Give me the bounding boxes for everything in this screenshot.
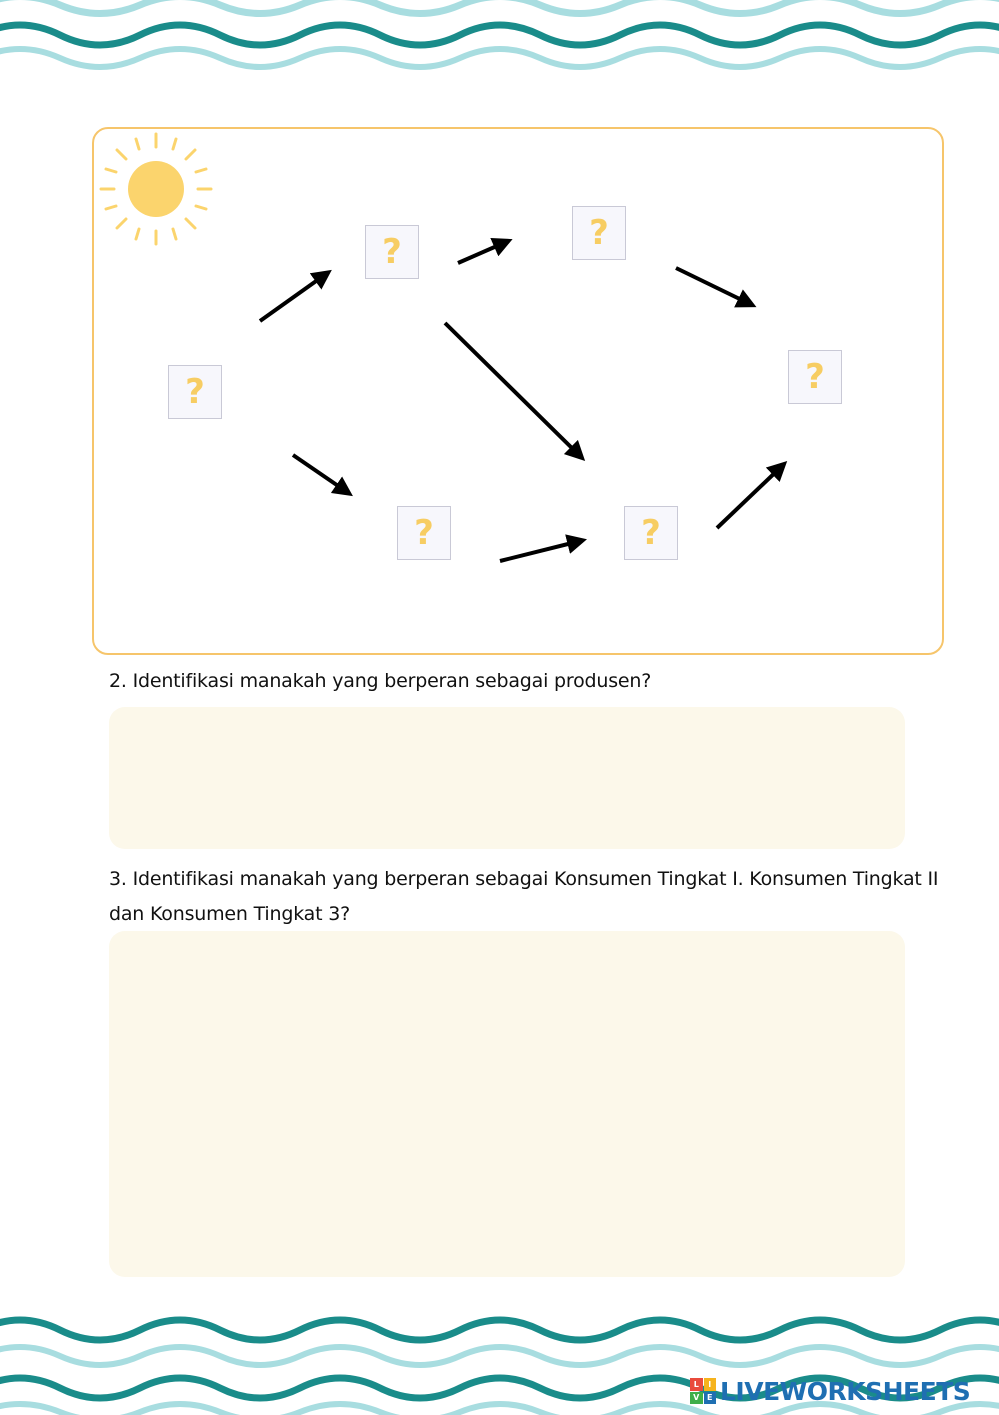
arrow-left-to-bottom-middle (293, 455, 347, 492)
liveworksheets-logo-icon (690, 1378, 716, 1404)
arrow-bottom-middle-to-bottom-right (500, 541, 580, 561)
answer-3-input[interactable] (109, 931, 905, 1277)
wave-line-dark-top (0, 25, 999, 45)
organism-box-left[interactable]: ? (168, 365, 222, 419)
organism-box-top-middle[interactable]: ? (365, 225, 419, 279)
question-2-text: 2. Identifikasi manakah yang berperan sebagai produsen? (109, 670, 652, 692)
arrow-top-middle-to-top-right (458, 242, 506, 263)
arrow-bottom-right-to-right (717, 466, 782, 528)
organism-box-bottom-right[interactable]: ? (624, 506, 678, 560)
wave-line-light-top (0, 0, 999, 14)
logo-letter-l: L (690, 1378, 703, 1391)
top-wave-decoration (0, 0, 999, 75)
sun-icon (101, 134, 211, 244)
liveworksheets-brand (690, 1374, 970, 1408)
logo-letter-e: E (704, 1392, 717, 1405)
arrow-top-middle-to-bottom-right (445, 323, 580, 456)
organism-box-right[interactable]: ? (788, 350, 842, 404)
logo-letter-v: V (690, 1392, 703, 1405)
organism-box-bottom-middle[interactable]: ? (397, 506, 451, 560)
logo-letter-i: I (704, 1378, 717, 1391)
arrow-top-right-to-right (676, 268, 750, 304)
wave-line-light-bottom-1 (0, 1347, 999, 1365)
wave-line-light-top-2 (0, 49, 999, 67)
food-web-diagram-frame (92, 127, 944, 655)
organism-box-top-right[interactable]: ? (572, 206, 626, 260)
liveworksheets-wordmark: LIVEWORKSHEETS (720, 1376, 971, 1406)
wave-line-dark-bottom-1 (0, 1320, 999, 1340)
question-3-text: 3. Identifikasi manakah yang berperan sebagai Konsumen Tingkat I. Konsumen Tingkat II dan Konsumen Tingkat 3? (109, 868, 939, 925)
arrow-left-to-top-middle (260, 274, 326, 321)
answer-2-input[interactable] (109, 707, 905, 849)
